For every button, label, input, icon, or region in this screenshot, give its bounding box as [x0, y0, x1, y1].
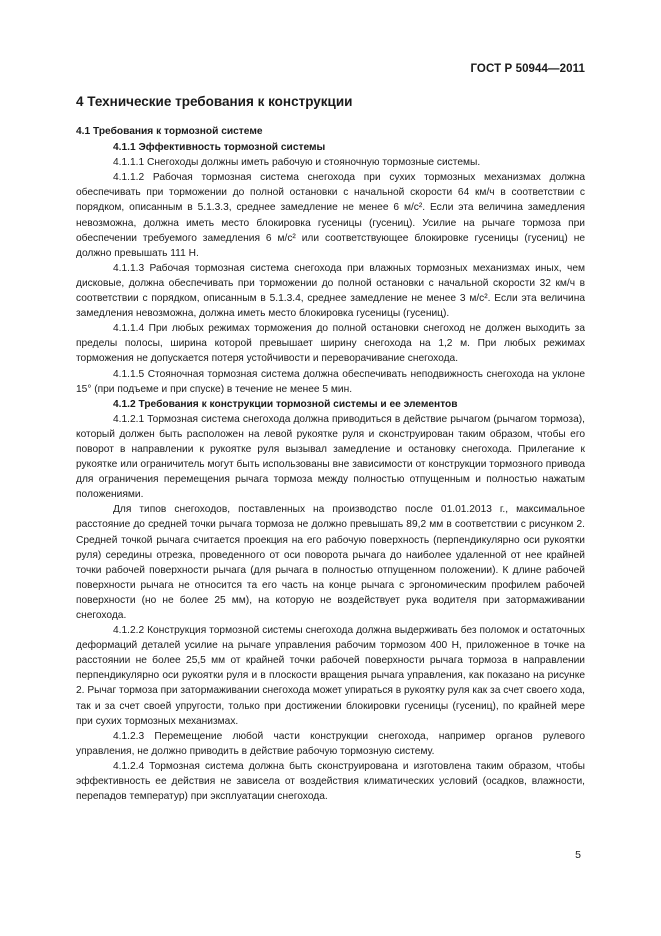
paragraph: 4.1.2.2 Конструкция тормозной системы снегохода должна выдерживать без поломок и остаточных деформаций деталей усилие на рычаге управления рабочим тормозом 400 Н, приложенное в точке на расстоянии не более 25,5 мм от крайней точки рабочей поверхности рычага тормоза в направлении перпендикулярно оси рукоятки руля и в плоскости вращения рычага управления, как показано на рисунке 2. Рычаг тормоза при затормаживании снегохода может упираться в рукоятку руля как за счет своего хода, так и за счет своей упругости, только при достижении блокировки гусеницы (гусениц), по крайней мере при сухих тормозных механизмах.	[76, 625, 585, 727]
paragraph: 4.1.1.1 Снегоходы должны иметь рабочую и стояночную тормозные системы.	[113, 157, 481, 169]
page-number: 5	[575, 849, 581, 861]
paragraph: Для типов снегоходов, поставленных на производство после 01.01.2013 г., максимальное расстояние до средней точки рычага тормоза не должно превышать 89,2 мм в соответствии с рисунком 2. Средней точкой рычага считается проекция на его рабочую поверхность (перпендикулярно оси рукоятки руля) середины отрезка, проведенного от оси поворота рычага до наиболее удаленной от нее крайней точки рабочей поверхности рычага (для рычага в полностью отпущенном положении). К длине рабочей поверхности рычага не относится та его часть на конце рычага с эргономическим профилем рабочей поверхности (но не более 25 мм), на которую не воздействует рука водителя при затормаживании снегохода.	[76, 504, 585, 621]
paragraph: 4.1.1.4 При любых режимах торможения до полной остановки снегоход не должен выходить за пределы полосы, ширина которой превышает ширину снегохода на 1,2 м. При любых режимах торможения не допускается потеря устойчивости и переворачивание снегохода.	[76, 323, 585, 365]
clause-heading: 4.1.1 Эффективность тормозной системы	[113, 142, 326, 154]
paragraph: 4.1.2.3 Перемещение любой части конструкции снегохода, например органов рулевого управления, не должно приводить в действие рабочую тормозную систему.	[76, 730, 585, 757]
paragraph: 4.1.1.2 Рабочая тормозная система снегохода при сухих тормозных механизмах должна обеспечивать при торможении до полной остановки с начальной скорости 64 км/ч в соответствии с порядком, описанным в 5.1.3.3, среднее замедление не менее 6 м/с². Если эта величина замедления невозможна, должна иметь место блокировка гусеницы (гусениц). Усилие на рычаге тормоза при обеспечении требуемого замедления 6 м/с² или соответствующее блокировке гусеницы (гусениц) не должно превышать 111 Н.	[76, 172, 585, 259]
section-title: 4 Технические требования к конструкции	[76, 94, 353, 109]
body-text	[76, 124, 585, 804]
paragraph: 4.1.1.3 Рабочая тормозная система снегохода при влажных тормозных механизмах иных, чем дисковые, должна обеспечивать при торможении до полной остановки с начальной скорости 32 км/ч в соответствии с порядком, описанным в 5.1.3.4, среднее замедление не менее 3 м/с². Если эта величина замедления невозможна, должна иметь место блокировка гусеницы (гусениц).	[76, 262, 585, 320]
paragraph: 4.1.1.5 Стояночная тормозная система должна обеспечивать неподвижность снегохода на уклоне 15° (при подъеме и при спуске) в течение не менее 5 мин.	[76, 368, 585, 395]
standard-code: ГОСТ Р 50944—2011	[470, 63, 585, 75]
subsection-heading: 4.1 Требования к тормозной системе	[76, 126, 263, 137]
paragraph: 4.1.2.1 Тормозная система снегохода должна приводиться в действие рычагом (рычагом тормоза), который должен быть расположен на левой рукоятке руля и сконструирован таким образом, чтобы его поворот в направлении к рукоятке руля вызывал замедление и остановку снегохода. Прилегание к рукоятке или ограничитель могут быть использованы вне зависимости от конструкции тормозного привода для ограничения перемещения рычага тормоза между полностью отпущенным и полностью нажатым положениями.	[76, 413, 585, 501]
clause-heading: 4.1.2 Требования к конструкции тормозной системы и ее элементов	[113, 398, 458, 410]
paragraph: 4.1.2.4 Тормозная система должна быть сконструирована и изготовлена таким образом, чтобы эффективность ее действия не зависела от воздействия климатических условий (осадков, влажности, перепадов температур) при эксплуатации снегохода.	[76, 760, 585, 803]
